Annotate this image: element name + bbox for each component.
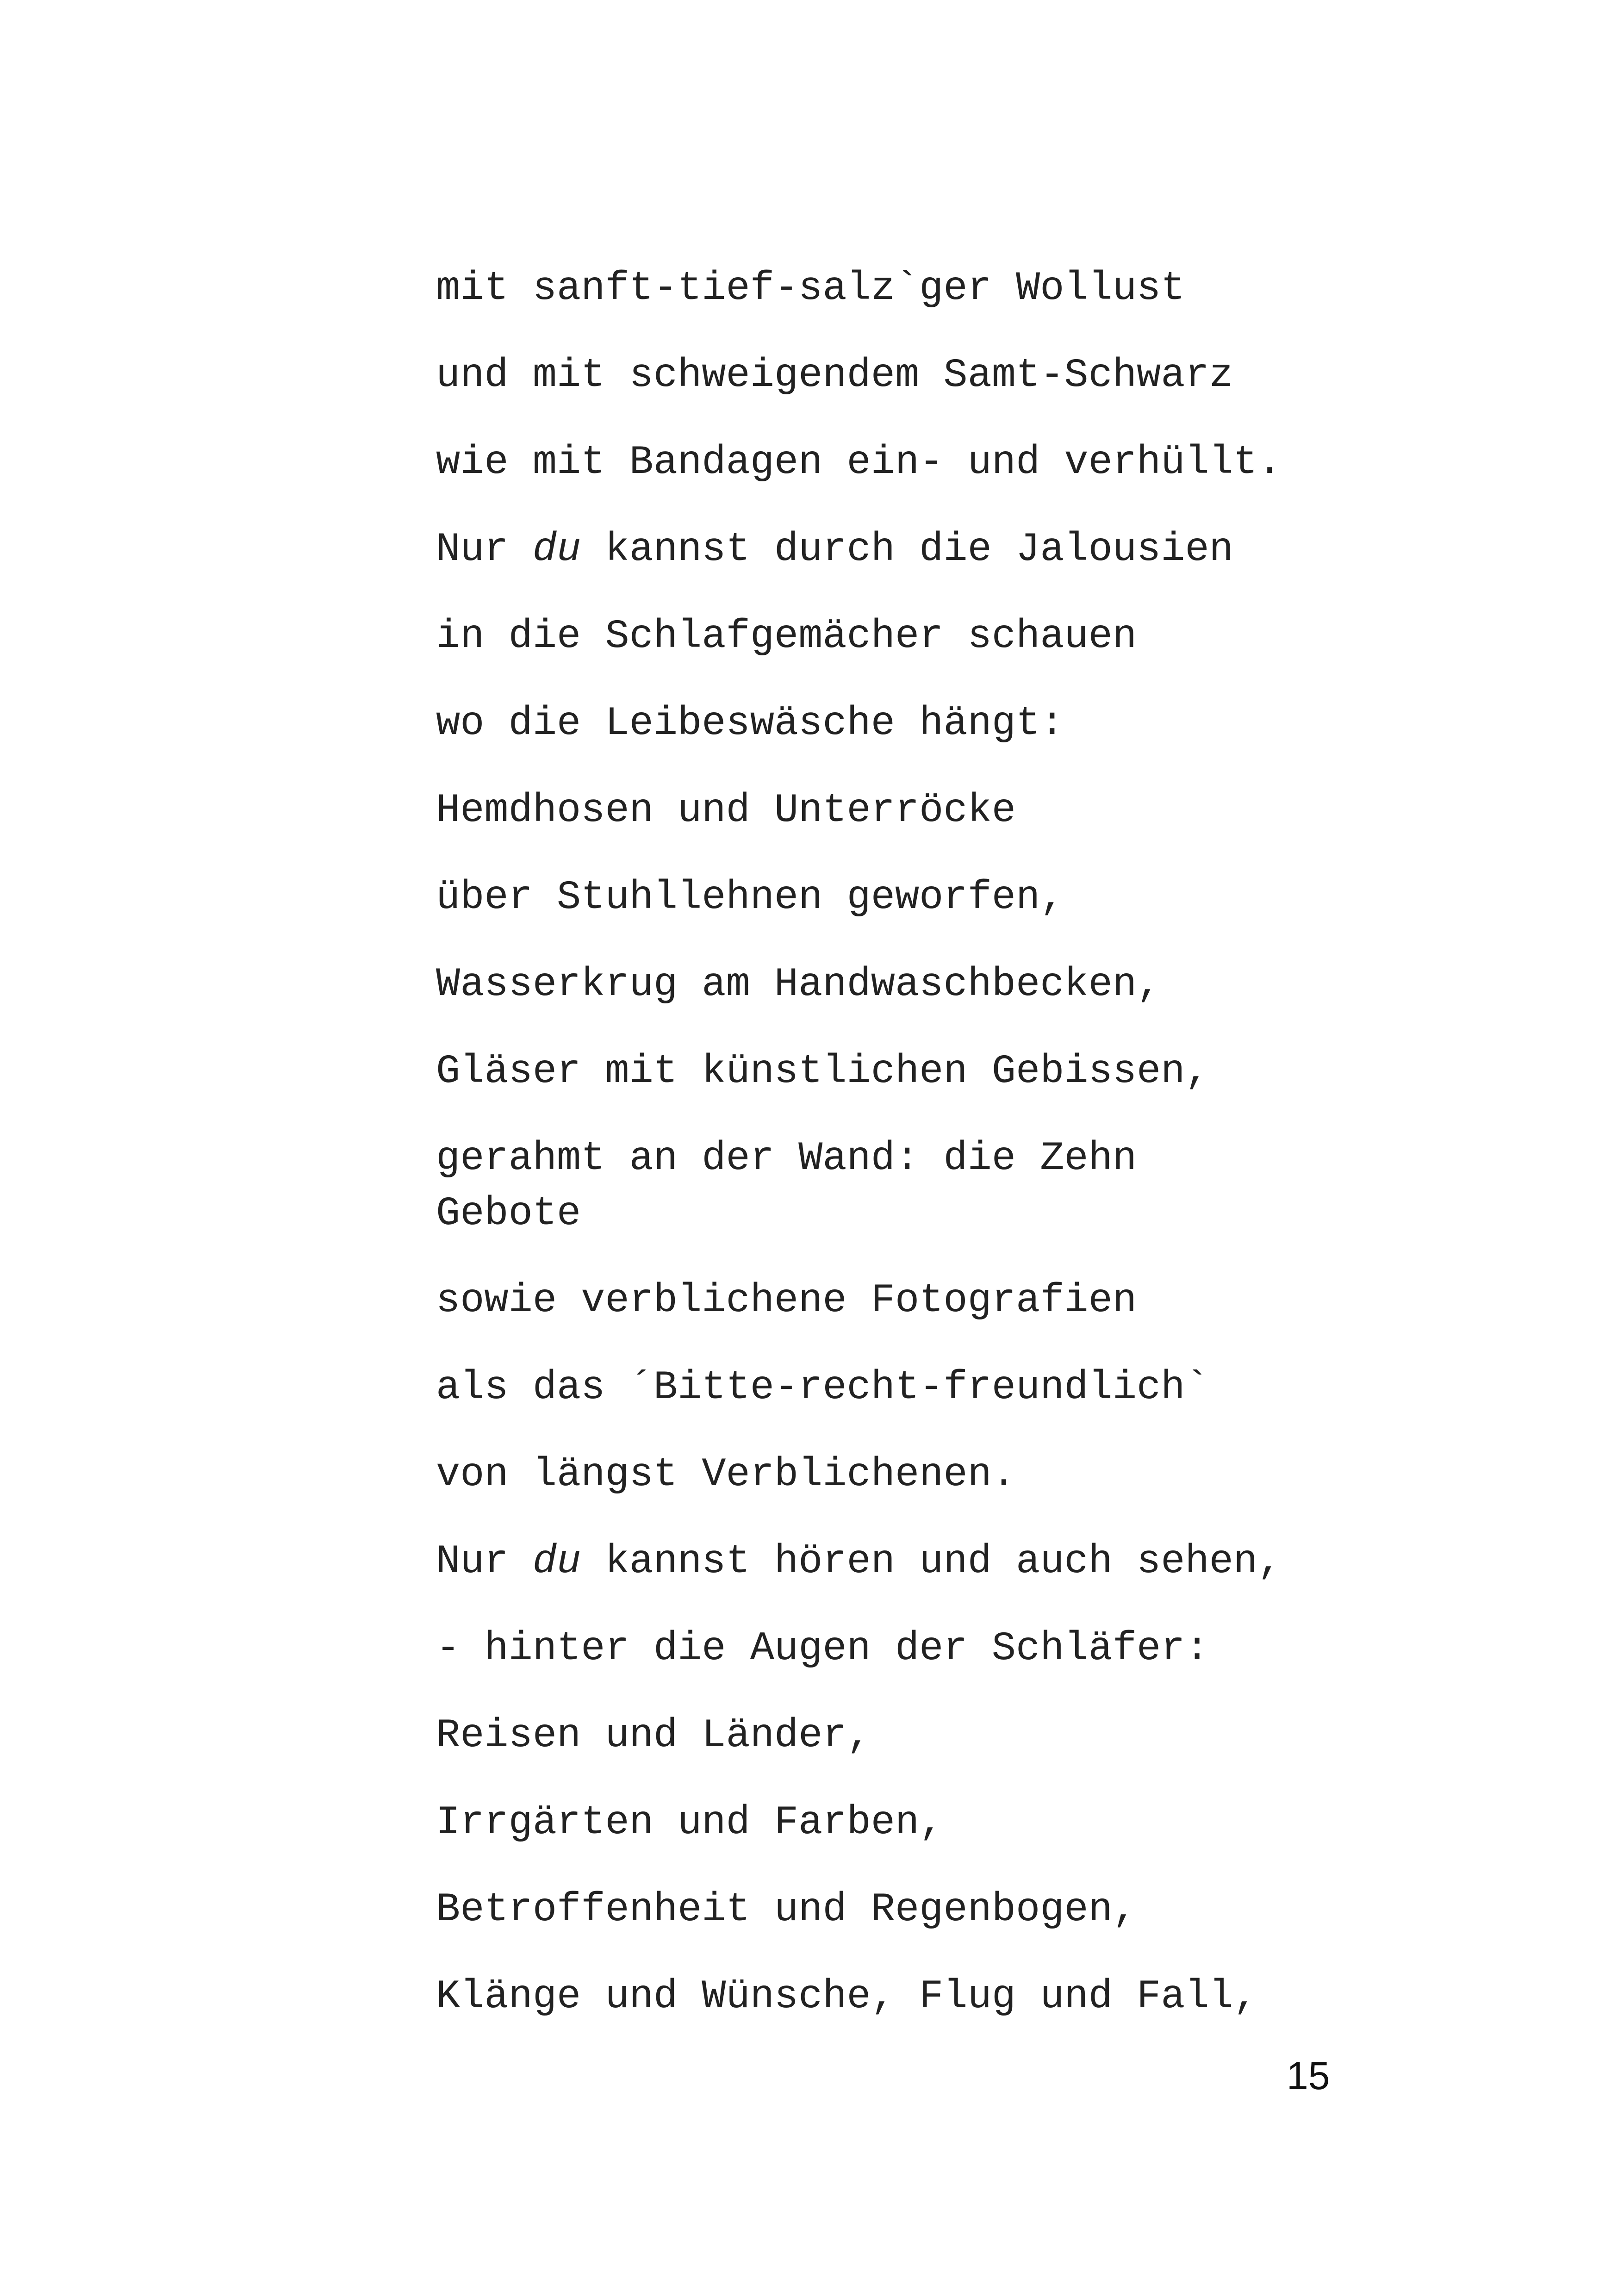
poem-line: wie mit Bandagen ein- und verhüllt. — [436, 440, 1282, 485]
poem-line: Hemdhosen und Unterröcke — [436, 788, 1016, 834]
poem-line — [436, 1535, 1431, 1590]
line-text: kannst durch die Jalousien — [581, 527, 1233, 572]
poem-line: von längst Verblichenen. — [436, 1452, 1016, 1498]
poem-line: Reisen und Länder, — [436, 1713, 871, 1759]
poem-line: Betroffenheit und Regenbogen, — [436, 1887, 1137, 1933]
poem-line: sowie verblichene Fotografien — [436, 1278, 1137, 1324]
poem-line — [436, 523, 1431, 578]
poem-line: Irrgärten und Farben, — [436, 1800, 944, 1846]
poem-line: Klänge und Wünsche, Flug und Fall, — [436, 1974, 1258, 2020]
emphasized-word: du — [532, 527, 581, 572]
poem-line: als das ´Bitte-recht-freundlich` — [436, 1365, 1209, 1411]
emphasized-word: du — [532, 1539, 581, 1585]
poem-text — [436, 261, 1431, 2057]
poem-line: in die Schlafgemächer schauen — [436, 614, 1137, 660]
poem-line: Wasserkrug am Handwaschbecken, — [436, 962, 1161, 1008]
line-text: Nur — [436, 1539, 533, 1585]
poem-line: über Stuhllehnen geworfen, — [436, 875, 1064, 921]
poem-line: und mit schweigendem Samt-Schwarz — [436, 353, 1233, 398]
poem-line: wo die Leibeswäsche hängt: — [436, 701, 1064, 747]
page-number: 15 — [1287, 2054, 1330, 2097]
line-text: kannst hören und auch sehen, — [581, 1539, 1282, 1585]
poem-line: gerahmt an der Wand: die Zehn Gebote — [436, 1136, 1161, 1237]
poem-line: - hinter die Augen der Schläfer: — [436, 1626, 1209, 1672]
poem-line: Gläser mit künstlichen Gebissen, — [436, 1049, 1209, 1095]
line-text: Nur — [436, 527, 533, 572]
poem-line: mit sanft-tief-salz`ger Wollust — [436, 266, 1185, 311]
